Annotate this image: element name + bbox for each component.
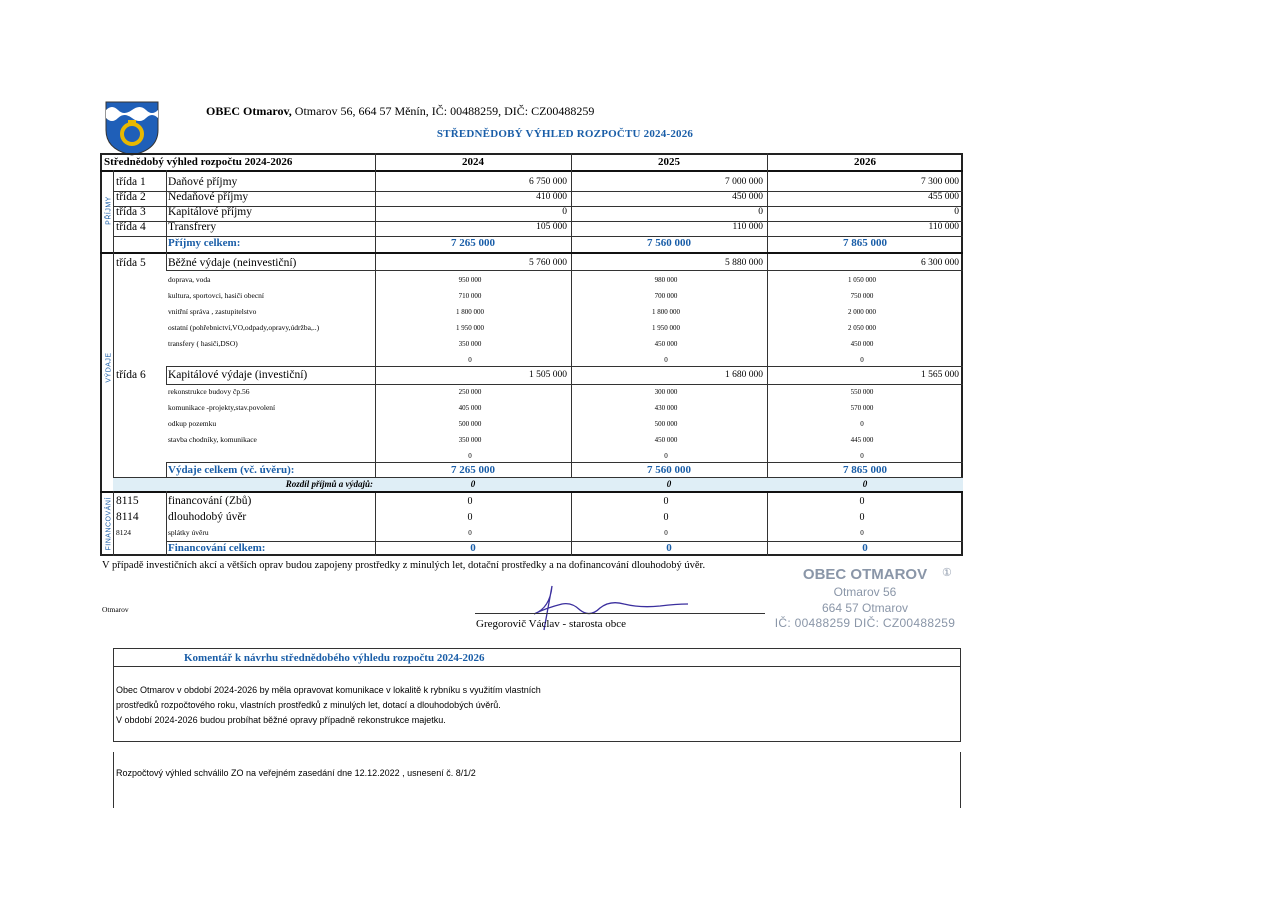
cell-value: 455 000: [928, 192, 959, 202]
stamp-line-2: Otmarov 56: [833, 585, 897, 599]
expense-total-label: Výdaje celkem (vč. úvěru):: [168, 464, 295, 476]
label-divider: [166, 491, 167, 556]
year-header: 2025: [658, 156, 680, 168]
year-header: 2026: [854, 156, 876, 168]
income-total-label: Příjmy celkem:: [168, 237, 241, 249]
row-label: splátky úvěru: [168, 528, 209, 537]
expense-item-value: 450 000: [850, 340, 874, 348]
comment-box: [113, 648, 961, 742]
section-divider: [100, 491, 963, 493]
expense-total-value: 7 265 000: [451, 464, 495, 476]
financing-value: 0: [663, 512, 669, 523]
capital-item-label: rekonstrukce budovy čp.56: [168, 387, 250, 396]
label-divider: [166, 170, 167, 252]
expense-item-value: 710 000: [458, 292, 482, 300]
row-label: Transfrery: [168, 221, 217, 233]
capital-item-label: odkup pozemku: [168, 419, 217, 428]
expense-item-label: doprava, voda: [168, 275, 211, 284]
org-details: Otmarov 56, 664 57 Měnín, IČ: 00488259, DIČ: CZ00488259: [291, 104, 595, 118]
section-divider: [100, 252, 963, 254]
row-label: Kapitálové příjmy: [168, 206, 252, 218]
expense-item-label: vnitřní správa , zastupitelstvo: [168, 307, 257, 316]
financing-total-value: 0: [666, 542, 672, 554]
financing-total-value: 0: [470, 542, 476, 554]
expense-item-value: 1 800 000: [456, 308, 484, 316]
cell-value: 0: [954, 207, 959, 217]
class-code: 8124: [116, 528, 131, 537]
cell-value: 1 505 000: [529, 370, 567, 380]
signature-line: [475, 613, 765, 614]
capital-item-value: 250 000: [458, 388, 482, 396]
capital-item-value: 405 000: [458, 404, 482, 412]
financing-value: 0: [860, 529, 864, 537]
row-label: dlouhodobý úvěr: [168, 511, 247, 523]
cell-value: 5 880 000: [725, 258, 763, 268]
expense-item-value: 0: [860, 356, 864, 364]
row-divider: [166, 384, 963, 385]
income-total-value: 7 560 000: [647, 237, 691, 249]
group-label-financovani: FINANCOVÁNÍ: [105, 497, 113, 551]
class-code: třída 5: [116, 257, 146, 269]
stamp-mark: ①: [942, 567, 952, 579]
class-code: 8114: [116, 511, 139, 523]
capital-item-value: 450 000: [654, 436, 678, 444]
class-code: třída 2: [116, 191, 146, 203]
row-divider: [166, 462, 963, 463]
stamp-line-4: IČ: 00488259 DIČ: CZ00488259: [774, 616, 956, 630]
difference-value: 0: [666, 479, 672, 489]
class-code: třída 6: [116, 369, 146, 381]
group-divider: [113, 252, 114, 492]
capital-item-value: 445 000: [850, 436, 874, 444]
financing-value: 0: [859, 496, 865, 507]
financing-value: 0: [467, 512, 473, 523]
capital-item-value: 300 000: [654, 388, 678, 396]
capital-item-value: 500 000: [654, 420, 678, 428]
expense-total-value: 7 560 000: [647, 464, 691, 476]
expense-item-value: 1 050 000: [848, 276, 876, 284]
cell-value: 1 680 000: [725, 370, 763, 380]
cell-value: 1 565 000: [921, 370, 959, 380]
capital-item-label: komunikace -projekty,stav.povolení: [168, 403, 276, 412]
approval-box: [113, 752, 961, 808]
header-divider: [100, 170, 963, 172]
municipal-crest-logo: [104, 100, 160, 156]
class-code: třída 4: [116, 221, 146, 233]
expense-item-value: 950 000: [458, 276, 482, 284]
row-divider: [113, 236, 963, 237]
expense-item-value: 700 000: [654, 292, 678, 300]
cell-value: 6 750 000: [529, 177, 567, 187]
group-label-vydaje: VÝDAJE: [105, 352, 113, 383]
capital-item-value: 500 000: [458, 420, 482, 428]
signatory-name: Gregorovič Václav - starosta obce: [476, 618, 627, 630]
comment-line: prostředků rozpočtového roku, vlastních prostředků z minulých let, dotací a dlouhodobých úvěrů.: [116, 700, 501, 710]
row-label: Běžné výdaje (neinvestiční): [168, 257, 297, 269]
investment-note: V případě investičních akcí a větších oprav budou zapojeny prostředky z minulých let, dotační prostředky a na dofinancování dlouhodobý úvěr.: [102, 560, 706, 571]
expense-item-value: 0: [664, 356, 668, 364]
expense-item-value: 450 000: [654, 340, 678, 348]
comment-line: V období 2024-2026 budou probíhat běžné opravy případně rekonstrukce majetku.: [116, 715, 446, 725]
expense-item-value: 0: [468, 356, 472, 364]
capital-item-value: 570 000: [850, 404, 874, 412]
cell-value: 6 300 000: [921, 258, 959, 268]
expense-item-value: 1 950 000: [456, 324, 484, 332]
cell-value: 7 000 000: [725, 177, 763, 187]
stamp-line-3: 664 57 Otmarov: [821, 601, 909, 615]
class-code: třída 3: [116, 206, 146, 218]
label-divider: [166, 462, 167, 478]
class-code: 8115: [116, 495, 139, 507]
row-label: Daňové příjmy: [168, 176, 238, 188]
label-divider: [166, 366, 167, 384]
difference-value: 0: [862, 479, 868, 489]
class-code: třída 1: [116, 176, 146, 188]
approval-text: Rozpočtový výhled schválilo ZO na veřejném zasedání dne 12.12.2022 , usnesení č. 8/1/2: [116, 768, 476, 778]
financing-total-value: 0: [862, 542, 868, 554]
difference-value: 0: [470, 479, 476, 489]
capital-item-value: 550 000: [850, 388, 874, 396]
capital-item-value: 0: [860, 420, 864, 428]
expense-item-label: ostatní (pohřebnictví,VO,odpady,opravy,údržba,..): [168, 323, 320, 332]
income-total-value: 7 265 000: [451, 237, 495, 249]
capital-item-value: 0: [860, 452, 864, 460]
cell-value: 105 000: [536, 222, 567, 232]
cell-value: 0: [562, 207, 567, 217]
document-title: STŘEDNĚDOBÝ VÝHLED ROZPOČTU 2024-2026: [436, 128, 694, 140]
cell-value: 110 000: [732, 222, 763, 232]
capital-item-label: stavba chodníky, komunikace: [168, 435, 257, 444]
financing-value: 0: [663, 496, 669, 507]
expense-item-value: 2 050 000: [848, 324, 876, 332]
cell-value: 410 000: [536, 192, 567, 202]
org-name: OBEC Otmarov,: [206, 104, 292, 118]
budget-table: [100, 153, 963, 556]
comment-title: Komentář k návrhu střednědobého výhledu rozpočtu 2024-2026: [184, 652, 485, 664]
income-total-value: 7 865 000: [843, 237, 887, 249]
group-divider: [113, 491, 114, 556]
group-label-prijmy: PŘÍJMY: [105, 196, 113, 225]
expense-item-value: 1 950 000: [652, 324, 680, 332]
difference-label: Rozdíl příjmů a výdajů:: [285, 479, 373, 489]
expense-item-label: transfery ( hasiči,DSO): [168, 339, 238, 348]
expense-item-value: 2 000 000: [848, 308, 876, 316]
financing-value: 0: [859, 512, 865, 523]
row-label: financování (Zbů): [168, 495, 252, 507]
row-divider: [166, 541, 963, 542]
cell-value: 450 000: [732, 192, 763, 202]
capital-item-value: 0: [664, 452, 668, 460]
group-divider: [113, 170, 114, 252]
capital-item-value: 0: [468, 452, 472, 460]
cell-value: 7 300 000: [921, 177, 959, 187]
expense-item-value: 750 000: [850, 292, 874, 300]
official-stamp: [760, 566, 970, 630]
expense-item-label: kultura, sportovci, hasiči obecní: [168, 291, 265, 300]
year-header: 2024: [462, 156, 484, 168]
financing-value: 0: [467, 496, 473, 507]
expense-item-value: 980 000: [654, 276, 678, 284]
stamp-line-1: OBEC OTMAROV: [802, 566, 928, 583]
row-divider: [166, 366, 963, 367]
financing-total-label: Financování celkem:: [168, 542, 266, 554]
comment-line: Obec Otmarov v období 2024-2026 by měla opravovat komunikace v lokalitě k rybníku s využitím vlastních: [116, 685, 541, 695]
organization-header: [206, 104, 594, 119]
label-divider: [166, 252, 167, 270]
cell-value: 5 760 000: [529, 258, 567, 268]
capital-item-value: 350 000: [458, 436, 482, 444]
expense-item-value: 1 800 000: [652, 308, 680, 316]
capital-item-value: 430 000: [654, 404, 678, 412]
table-corner-label: Střednědobý výhled rozpočtu 2024-2026: [104, 156, 293, 168]
row-divider: [166, 270, 963, 271]
cell-value: 110 000: [928, 222, 959, 232]
place-name: Otmarov: [102, 605, 129, 614]
row-label: Nedaňové příjmy: [168, 191, 249, 203]
financing-value: 0: [468, 529, 472, 537]
expense-total-value: 7 865 000: [843, 464, 887, 476]
comment-header: [114, 649, 960, 667]
row-label: Kapitálové výdaje (investiční): [168, 369, 308, 381]
expense-item-value: 350 000: [458, 340, 482, 348]
financing-value: 0: [664, 529, 668, 537]
cell-value: 0: [758, 207, 763, 217]
